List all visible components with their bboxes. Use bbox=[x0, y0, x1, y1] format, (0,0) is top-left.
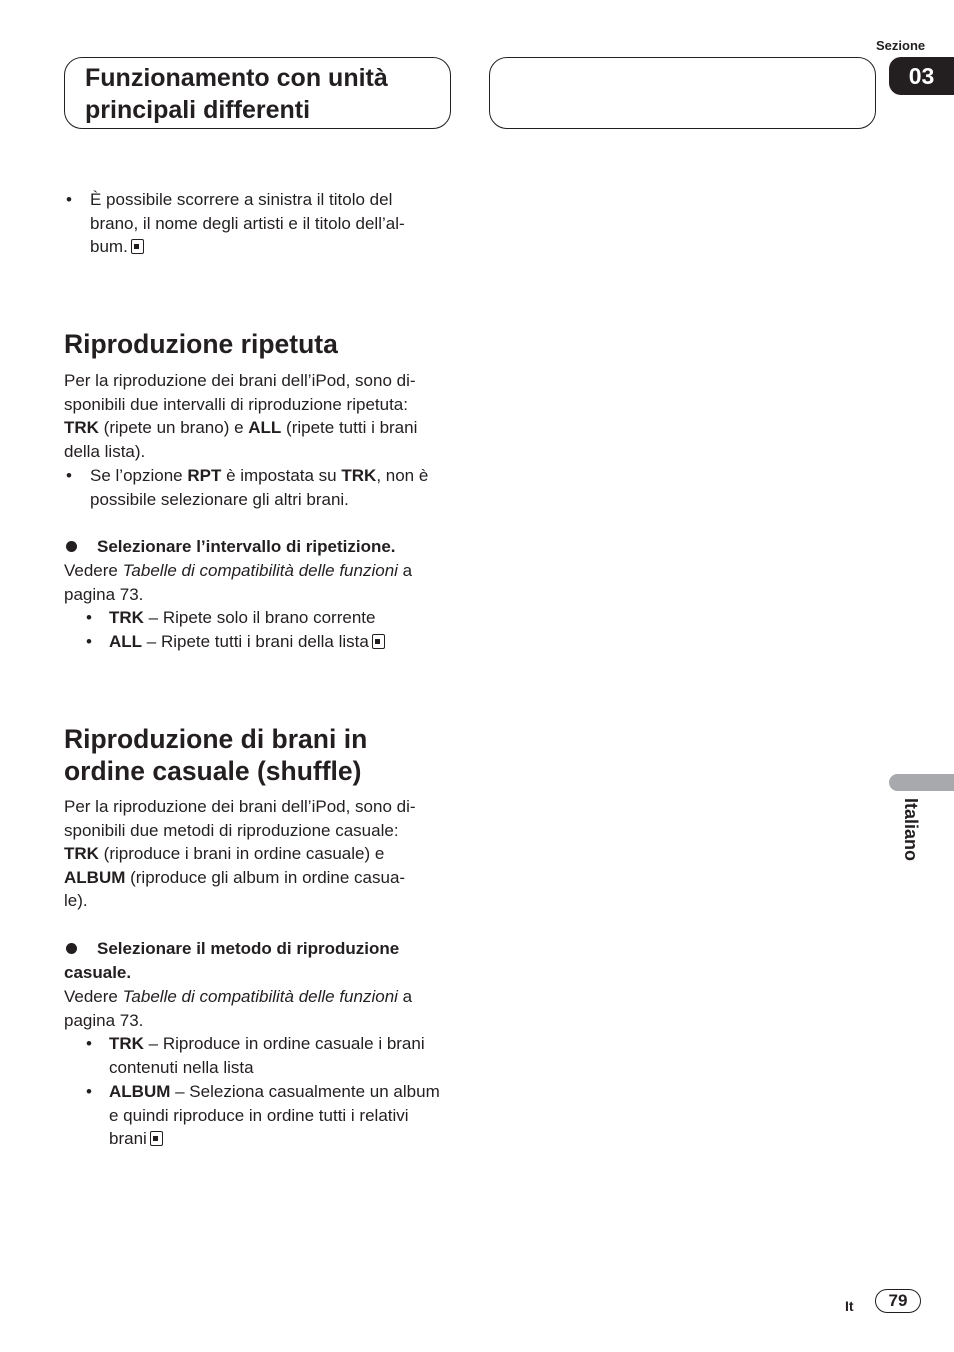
shuffle-p-line3-text: (riproduce i brani in ordine casuale) e bbox=[98, 844, 385, 864]
shuffle-opt2-line1 bbox=[109, 1080, 459, 1104]
end-mark-icon bbox=[131, 239, 144, 254]
shuffle-p-line1: Per la riproduzione dei brani dell’iPod, sono di- bbox=[64, 797, 416, 816]
bullet-dot: • bbox=[66, 190, 72, 209]
footer-lang-code: It bbox=[845, 1298, 854, 1314]
repeat-opt1-text: – Ripete solo il brano corrente bbox=[143, 608, 376, 627]
shuffle-opt2-line2: e quindi riproduce in ordine tutti i relativi bbox=[109, 1105, 409, 1125]
intro-bullet-text bbox=[90, 188, 460, 259]
repeat-note-line2: possibile selezionare gli altri brani. bbox=[90, 489, 349, 509]
section-label: Sezione bbox=[876, 38, 926, 53]
shuffle-see-ref bbox=[64, 985, 459, 1032]
repeat-note-c: , non è bbox=[376, 466, 429, 485]
chapter-title-box-empty bbox=[489, 57, 876, 129]
shuffle-opt2-line3-text: brani bbox=[109, 1129, 147, 1149]
step-bullet-icon bbox=[66, 541, 77, 552]
repeat-p-line2: sponibili due intervalli di riproduzione ripetuta: bbox=[64, 394, 408, 414]
shuffle-opt2-text: – Seleziona casualmente un album bbox=[170, 1082, 440, 1101]
language-tab bbox=[889, 774, 954, 791]
shuffle-option-trk bbox=[109, 1032, 459, 1079]
chapter-title-line2: principali differenti bbox=[85, 96, 311, 124]
shuffle-heading-line1: Riproduzione di brani in bbox=[64, 724, 368, 754]
repeat-opt1-key: TRK bbox=[109, 608, 144, 627]
intro-line1: È possibile scorrere a sinistra il titolo del bbox=[90, 190, 393, 209]
repeat-see-line2: pagina 73. bbox=[64, 584, 144, 604]
bullet-dot: • bbox=[86, 608, 92, 627]
repeat-see-line1 bbox=[64, 559, 459, 583]
repeat-option-trk bbox=[109, 606, 375, 630]
repeat-paragraph bbox=[64, 369, 459, 463]
end-mark-icon bbox=[150, 1131, 163, 1146]
repeat-step: Selezionare l’intervallo di ripetizione. bbox=[97, 537, 396, 556]
shuffle-step-line1: Selezionare il metodo di riproduzione bbox=[97, 939, 400, 958]
repeat-opt2-key: ALL bbox=[109, 632, 143, 651]
shuffle-heading-line2: ordine casuale (shuffle) bbox=[64, 756, 362, 786]
shuffle-paragraph bbox=[64, 795, 459, 913]
shuffle-album-key: ALBUM bbox=[64, 867, 126, 887]
repeat-all-key: ALL bbox=[248, 418, 282, 438]
repeat-p-line1: Per la riproduzione dei brani dell’iPod, sono di- bbox=[64, 371, 416, 390]
shuffle-trk-key: TRK bbox=[64, 844, 99, 864]
repeat-option-all bbox=[109, 630, 385, 654]
repeat-note-rpt: RPT bbox=[187, 466, 222, 485]
repeat-trk-key: TRK bbox=[64, 418, 99, 438]
shuffle-option-album bbox=[109, 1080, 459, 1151]
language-label: Italiano bbox=[901, 798, 921, 862]
shuffle-p-line4 bbox=[64, 866, 459, 890]
intro-line2: brano, il nome degli artisti e il titolo dell’al- bbox=[90, 213, 405, 233]
repeat-note bbox=[90, 464, 460, 511]
shuffle-opt1-line1 bbox=[109, 1032, 459, 1056]
intro-line3-text: bum. bbox=[90, 237, 128, 257]
bullet-dot: • bbox=[86, 1082, 92, 1101]
repeat-p-line3-b: (ripete tutti i brani bbox=[281, 418, 418, 438]
repeat-note-b: è impostata su bbox=[221, 466, 342, 485]
shuffle-see-line1 bbox=[64, 985, 459, 1009]
repeat-note-trk: TRK bbox=[341, 466, 377, 485]
chapter-title-box bbox=[64, 57, 451, 129]
shuffle-opt1-text: – Riproduce in ordine casuale i brani bbox=[143, 1034, 425, 1053]
shuffle-p-line3 bbox=[64, 842, 459, 866]
shuffle-step bbox=[64, 937, 459, 984]
shuffle-step-line2: casuale. bbox=[64, 962, 132, 982]
shuffle-see-b: a bbox=[397, 987, 413, 1006]
shuffle-see-line2: pagina 73. bbox=[64, 1010, 144, 1030]
shuffle-p-line4-text: (riproduce gli album in ordine casua- bbox=[125, 867, 406, 887]
end-mark-icon bbox=[372, 634, 385, 649]
repeat-see-italic: Tabelle di compatibilità delle funzioni bbox=[122, 561, 398, 580]
chapter-title-line1: Funzionamento con unità bbox=[85, 64, 388, 92]
section-number-badge: 03 bbox=[889, 57, 954, 95]
shuffle-opt1-key: TRK bbox=[109, 1034, 144, 1053]
repeat-note-a: Se l’opzione bbox=[90, 466, 188, 485]
repeat-p-line4: della lista). bbox=[64, 441, 146, 461]
repeat-heading: Riproduzione ripetuta bbox=[64, 329, 338, 359]
repeat-opt2-text: – Ripete tutti i brani della lista bbox=[142, 632, 369, 651]
repeat-see-b: a bbox=[397, 561, 413, 580]
repeat-p-line3 bbox=[64, 416, 459, 440]
intro-line3 bbox=[90, 235, 460, 259]
bullet-dot: • bbox=[86, 1034, 92, 1053]
page-number: 79 bbox=[875, 1289, 921, 1313]
shuffle-heading bbox=[64, 723, 367, 787]
shuffle-opt1-line2: contenuti nella lista bbox=[109, 1057, 254, 1077]
shuffle-p-line5: le). bbox=[64, 891, 88, 911]
shuffle-p-line2: sponibili due metodi di riproduzione casuale: bbox=[64, 820, 399, 840]
repeat-note-line1 bbox=[90, 464, 460, 488]
shuffle-opt2-line3 bbox=[109, 1127, 459, 1151]
chapter-title bbox=[85, 62, 388, 126]
bullet-dot: • bbox=[66, 466, 72, 485]
bullet-dot: • bbox=[86, 632, 92, 651]
repeat-p-line3-a: (ripete un brano) e bbox=[98, 418, 249, 438]
shuffle-see-italic: Tabelle di compatibilità delle funzioni bbox=[122, 987, 398, 1006]
repeat-see-ref bbox=[64, 559, 459, 606]
repeat-see-a: Vedere bbox=[64, 561, 123, 580]
shuffle-see-a: Vedere bbox=[64, 987, 123, 1006]
shuffle-opt2-key: ALBUM bbox=[109, 1082, 171, 1101]
